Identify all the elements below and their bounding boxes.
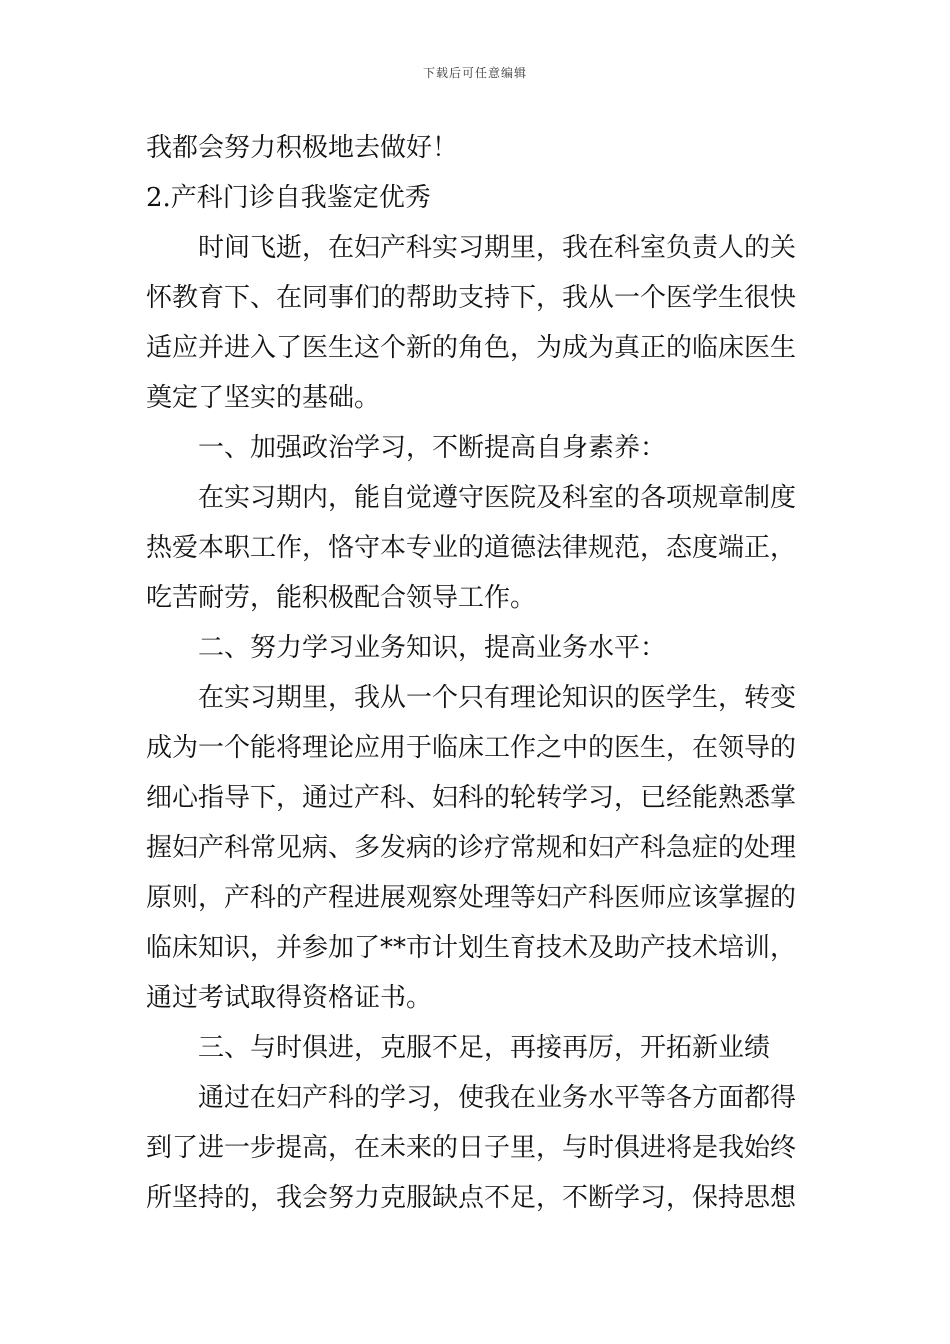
subsection-heading: 一、加强政治学习，不断提高自身素养： xyxy=(198,433,667,463)
text-line: 成为一个能将理论应用于临床工作之中的医生，在领导的 xyxy=(146,733,797,763)
text-line: 到了进一步提高，在未来的日子里，与时俱进将是我始终 xyxy=(146,1133,797,1163)
text-line: 原则，产科的产程进展观察处理等妇产科医师应该掌握的 xyxy=(146,883,797,913)
text-line: 所坚持的，我会努力克服缺点不足，不断学习，保持思想 xyxy=(146,1183,797,1213)
text-line: 适应并进入了医生这个新的角色，为成为真正的临床医生 xyxy=(146,333,797,363)
subsection-heading: 二、努力学习业务知识，提高业务水平： xyxy=(198,633,667,663)
text-line: 通过在妇产科的学习，使我在业务水平等各方面都得 xyxy=(198,1083,797,1113)
text-line: 奠定了坚实的基础。 xyxy=(146,383,381,413)
text-line: 时间飞逝，在妇产科实习期里，我在科室负责人的关 xyxy=(198,233,797,263)
text-line: 握妇产科常见病、多发病的诊疗常规和妇产科急症的处理 xyxy=(146,833,797,863)
text-line: 通过考试取得资格证书。 xyxy=(146,983,433,1013)
text-line: 在实习期内，能自觉遵守医院及科室的各项规章制度 xyxy=(198,483,797,513)
document-body xyxy=(146,123,810,1223)
text-line: 热爱本职工作，恪守本专业的道德法律规范，态度端正， xyxy=(146,533,797,563)
subsection-heading: 三、与时俱进，克服不足，再接再厉，开拓新业绩 xyxy=(198,1033,771,1063)
text-line: 怀教育下、在同事们的帮助支持下，我从一个医学生很快 xyxy=(146,283,797,313)
page-header: 下载后可任意编辑 xyxy=(422,66,527,80)
text-line: 在实习期里，我从一个只有理论知识的医学生，转变 xyxy=(198,683,797,713)
text-line: 细心指导下，通过产科、妇科的轮转学习，已经能熟悉掌 xyxy=(146,783,797,813)
section-heading: 2.产科门诊自我鉴定优秀 xyxy=(146,183,431,213)
text-line: 我都会努力积极地去做好！ xyxy=(146,133,459,163)
text-line: 临床知识，并参加了**市计划生育技术及助产技术培训， xyxy=(146,933,797,963)
text-line: 吃苦耐劳，能积极配合领导工作。 xyxy=(146,583,537,613)
